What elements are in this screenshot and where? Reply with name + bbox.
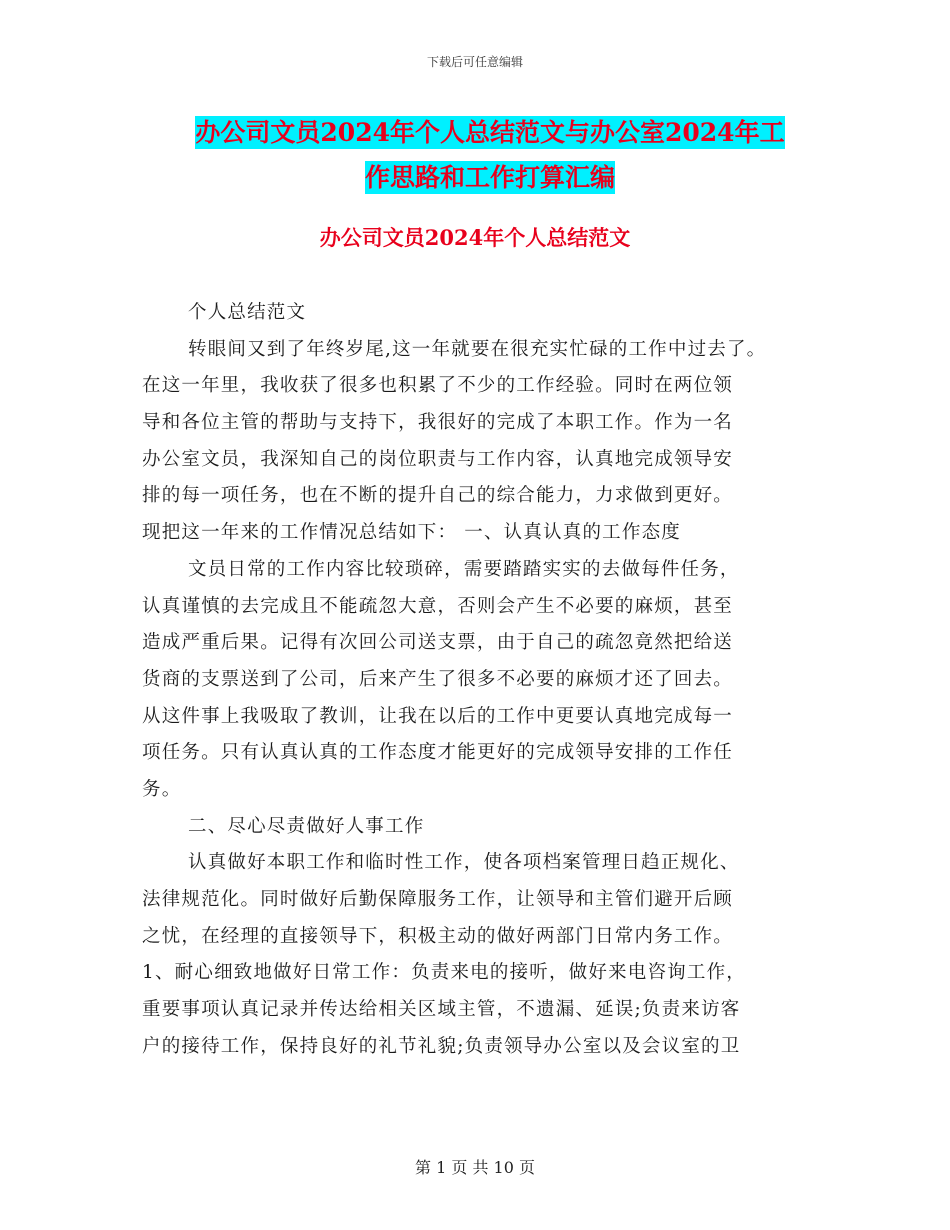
paragraph-line: 造成严重后果。记得有次回公司送支票，由于自己的疏忽竟然把给送 — [142, 632, 734, 654]
paragraph-line: 在这一年里，我收获了很多也积累了不少的工作经验。同时在两位领 — [142, 375, 734, 397]
document-title — [140, 110, 840, 200]
paragraph-line: 认真谨慎的去完成且不能疏忽大意，否则会产生不必要的麻烦，甚至 — [142, 595, 734, 617]
paragraph-line: 文员日常的工作内容比较琐碎，需要踏踏实实的去做每件任务， — [188, 558, 740, 580]
page-footer: 第 1 页 共 10 页 — [415, 1158, 535, 1177]
paragraph-line: 导和各位主管的帮助与支持下，我很好的完成了本职工作。作为一名 — [142, 412, 734, 434]
paragraph-line: 认真做好本职工作和临时性工作，使各项档案管理日趋正规化、 — [188, 852, 740, 874]
paragraph-line: 重要事项认真记录并传达给相关区域主管，不遗漏、延误;负责来访客 — [142, 999, 741, 1021]
paragraph-line: 现把这一年来的工作情况总结如下： 一、认真认真的工作态度 — [142, 522, 681, 544]
paragraph-line: 转眼间又到了年终岁尾,这一年就要在很充实忙碌的工作中过去了。 — [188, 338, 767, 360]
section-title: 办公司文员2024年个人总结范文 — [319, 225, 631, 250]
paragraph-line: 1、耐心细致地做好日常工作：负责来电的接听，做好来电咨询工作， — [142, 962, 746, 984]
document-title-line-2: 作思路和工作打算汇编 — [364, 163, 615, 192]
paragraph-line: 个人总结范文 — [188, 302, 307, 323]
paragraph-line: 从这件事上我吸取了教训，让我在以后的工作中更要认真地完成每一 — [142, 705, 734, 727]
paragraph-line: 排的每一项任务，也在不断的提升自己的综合能力，力求做到更好。 — [142, 485, 734, 507]
document-title-line-1: 办公司文员2024年个人总结范文与办公室2024年工 — [195, 118, 785, 147]
paragraph-line: 项任务。只有认真认真的工作态度才能更好的完成领导安排的工作任 — [142, 742, 734, 764]
header-note: 下载后可任意编辑 — [426, 55, 523, 69]
paragraph-line: 之忧，在经理的直接领导下，积极主动的做好两部门日常内务工作。 — [142, 925, 734, 947]
paragraph-line: 户的接待工作，保持良好的礼节礼貌;负责领导办公室以及会议室的卫 — [142, 1035, 741, 1057]
paragraph-line: 法律规范化。同时做好后勤保障服务工作，让领导和主管们避开后顾 — [142, 889, 734, 910]
paragraph-line: 务。 — [142, 778, 182, 800]
paragraph-line: 办公室文员，我深知自己的岗位职责与工作内容，认真地完成领导安 — [142, 448, 734, 470]
paragraph-line: 二、尽心尽责做好人事工作 — [188, 815, 425, 837]
body-text — [142, 295, 842, 1065]
paragraph-line: 货商的支票送到了公司，后来产生了很多不必要的麻烦才还了回去。 — [142, 668, 734, 690]
